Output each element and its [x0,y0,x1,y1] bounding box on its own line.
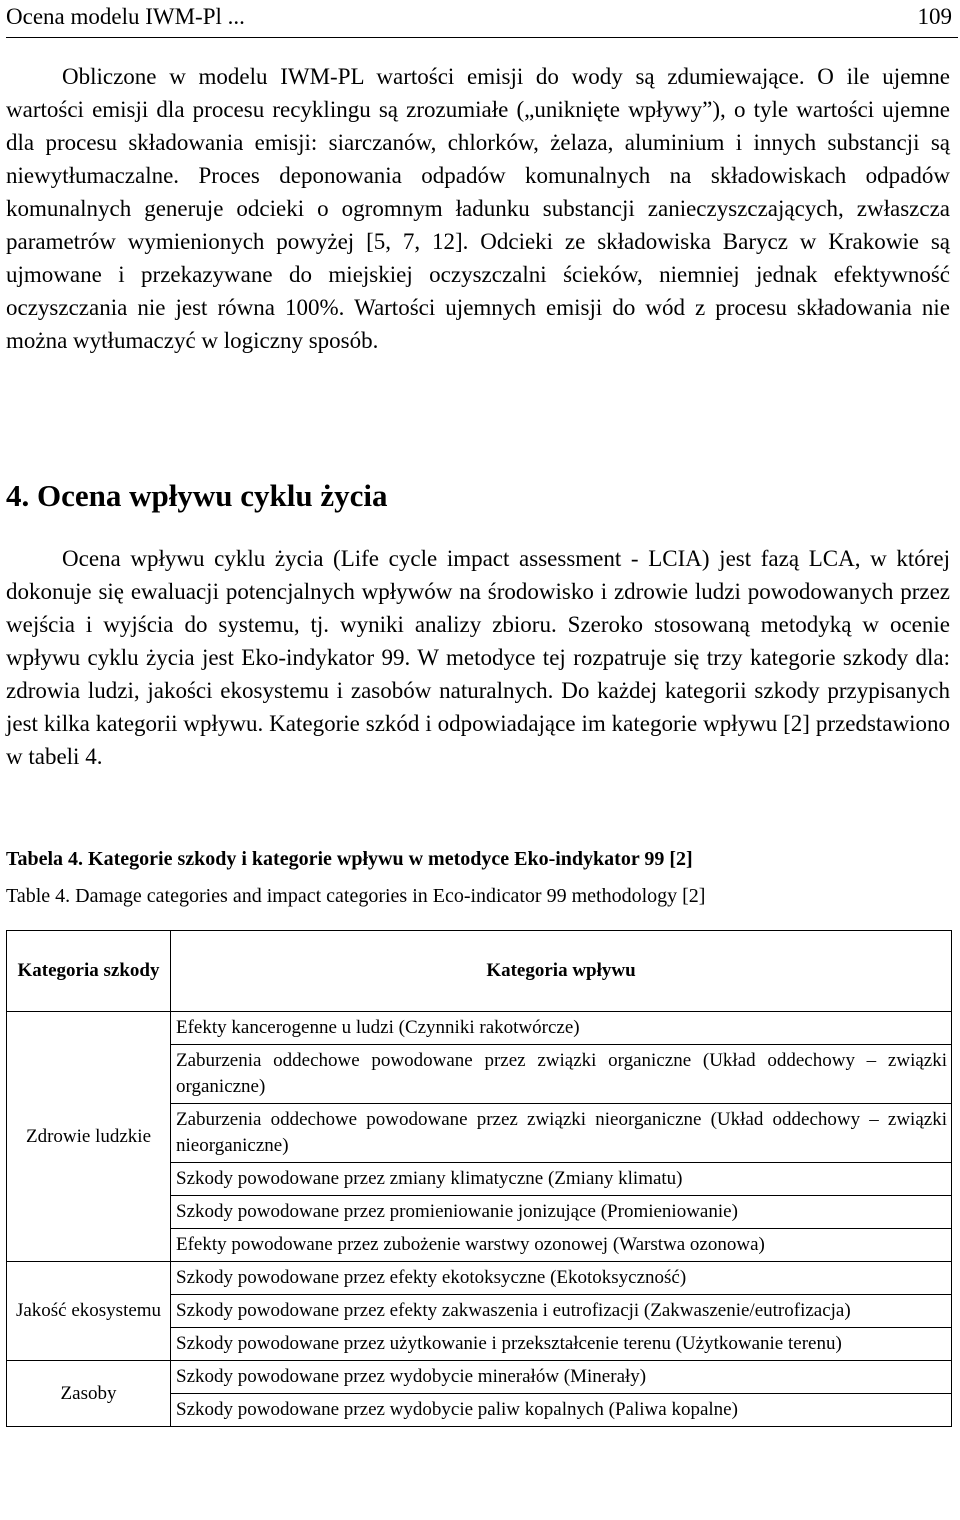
table-header-row [7,931,952,1012]
body-paragraph-1: Obliczone w modelu IWM-PL wartości emisji do wody są zdumiewające. O ile ujemne wartości emisji dla procesu recyklingu są zrozumiałe („uniknięte wpływy”), o tyle wartości ujemne dla procesu składowania emisji: siarczanów, chlorków, żelaza, aluminium i innych substancji są niewytłumaczalne. Proces deponowania odpadów komunalnych na składowiskach odpadów komunalnych generuje odcieki o ogromnym ładunku substancji zanieczyszczających, zwłaszcza parametrów wymienionych powyżej [5, 7, 12]. Odcieki ze składowiska Barycz w Krakowie są ujmowane i przekazywane do miejskiej oczyszczalni ścieków, niemniej jednak efektywność oczyszczania nie jest równa 100%. Wartości ujemnych emisji do wód z procesu składowania nie można wytłumaczyć w logiczny sposób. [6,64,950,353]
impact-category-cell: Efekty powodowane przez zubożenie warstwy ozonowej (Warstwa ozonowa) [171,1229,952,1262]
body-paragraph-2: Ocena wpływu cyklu życia (Life cycle impact assessment - LCIA) jest fazą LCA, w której dokonuje się ewaluacji potencjalnych wpływów na środowisko i zdrowie ludzi powodowanych przez wejścia i wyjścia do systemu, tj. wyniki analizy zbioru. Szeroko stosowaną metodyką w ocenie wpływu cyklu życia jest Eko-indykator 99. W metodyce tej rozpatruje się trzy kategorie szkody dla: zdrowia ludzi, jakości ekosystemu i zasobów naturalnych. Do każdej kategorii szkody przypisanych jest kilka kategorii wpływu. Kategorie szkód i odpowiadające im kategorie wpływu [2] przedstawiono w tabeli 4. [6,546,950,769]
table-caption-pl: Tabela 4. Kategorie szkody i kategorie wpływu w metodyce Eko-indykator 99 [2] [6,848,693,870]
table-row [7,1012,952,1045]
page-number: 109 [917,4,952,29]
damage-category-cell: Jakość ekosystemu [7,1262,171,1361]
impact-category-cell: Szkody powodowane przez użytkowanie i przekształcenie terenu (Użytkowanie terenu) [171,1328,952,1361]
damage-category-cell: Zasoby [7,1361,171,1427]
impact-category-cell: Efekty kancerogenne u ludzi (Czynniki rakotwórcze) [171,1012,952,1045]
table-row [7,1262,952,1295]
categories-table [6,930,952,1427]
impact-category-cell: Szkody powodowane przez wydobycie minerałów (Minerały) [171,1361,952,1394]
impact-category-cell: Szkody powodowane przez efekty zakwaszenia i eutrofizacji (Zakwaszenie/eutrofizacja) [171,1295,952,1328]
table-row [7,1361,952,1394]
section-heading: 4. Ocena wpływu cyklu życia [6,478,388,513]
impact-category-cell: Szkody powodowane przez promieniowanie jonizujące (Promieniowanie) [171,1196,952,1229]
header-rule [6,37,958,38]
impact-category-cell: Szkody powodowane przez wydobycie paliw kopalnych (Paliwa kopalne) [171,1394,952,1427]
running-title: Ocena modelu IWM-Pl ... [6,4,245,29]
header-impact-category: Kategoria wpływu [171,931,952,1012]
impact-category-cell: Zaburzenia oddechowe powodowane przez związki organiczne (Układ oddechowy – związki organiczne) [171,1045,952,1104]
running-header [6,2,958,38]
impact-category-cell: Szkody powodowane przez zmiany klimatyczne (Zmiany klimatu) [171,1163,952,1196]
impact-category-cell: Szkody powodowane przez efekty ekotoksyczne (Ekotoksyczność) [171,1262,952,1295]
impact-category-cell: Zaburzenia oddechowe powodowane przez związki nieorganiczne (Układ oddechowy – związki nieorganiczne) [171,1104,952,1163]
table-caption-en: Table 4. Damage categories and impact categories in Eco-indicator 99 methodology [2] [6,885,706,907]
damage-category-cell: Zdrowie ludzkie [7,1012,171,1262]
header-damage-category: Kategoria szkody [7,931,171,1012]
